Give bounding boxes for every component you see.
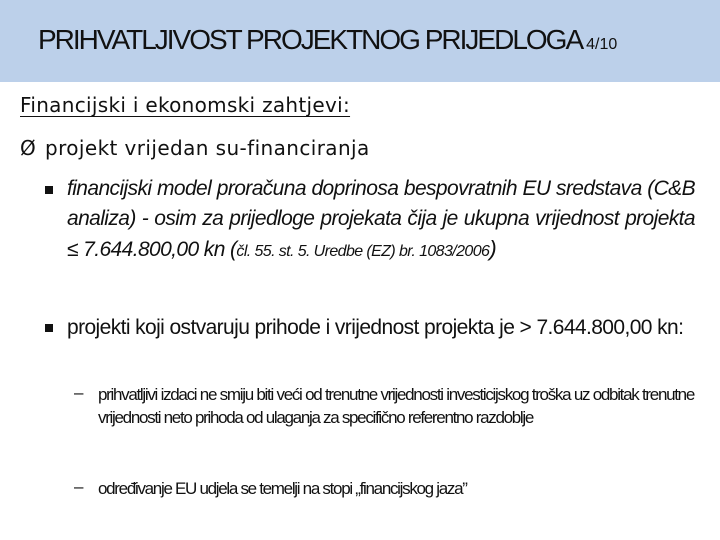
title-bar (0, 0, 720, 82)
bullet-item-cb-analysis (45, 174, 695, 267)
sub-item-eligible-costs (74, 383, 694, 429)
page-number: 4/10 (586, 36, 618, 53)
slide-title-text: PRIHVATLJIVOST PROJEKTNOG PRIJEDLOGA (38, 24, 583, 55)
dash-bullet-icon: – (74, 477, 84, 496)
bullet-text: projekti koji ostvaruju prihode i vrijednost projekta je > 7.644.800,00 kn: (67, 316, 684, 339)
citation-close: ) (489, 236, 497, 261)
arrow-bullet-icon: Ø (20, 136, 37, 160)
slide-title (38, 24, 617, 56)
square-bullet-icon (45, 186, 53, 194)
regulation-citation: čl. 55. st. 5. Uredbe (EZ) br. 1083/2006 (236, 243, 490, 260)
level1-bullet-item (20, 136, 370, 160)
dash-bullet-icon: – (74, 383, 84, 402)
sub-item-funding-gap (74, 477, 694, 500)
sub-item-text: prihvatljivi izdaci ne smiju biti veći od trenutne vrijednosti investicijskog troška uz odbitak trenutne vrijednosti neto prihoda od ulaganja za specifično referentno razdoblje (98, 385, 694, 427)
section-heading: Financijski i ekonomski zahtjevi: (20, 93, 351, 117)
square-bullet-icon (45, 324, 53, 332)
bullet-text-main: financijski model proračuna doprinosa bespovratnih EU sredstava (C&B analiza) - osim za prijedloge projekata čija je ukupna vrijednost projekta ≤ 7.644.800,00 kn ( (67, 177, 695, 261)
sub-item-text: određivanje EU udjela se temelji na stopi „financijskog jaza” (98, 479, 467, 498)
bullet-item-revenue-projects (45, 313, 695, 343)
level1-text: projekt vrijedan su-financiranja (45, 136, 370, 160)
bullet-text (67, 174, 695, 267)
